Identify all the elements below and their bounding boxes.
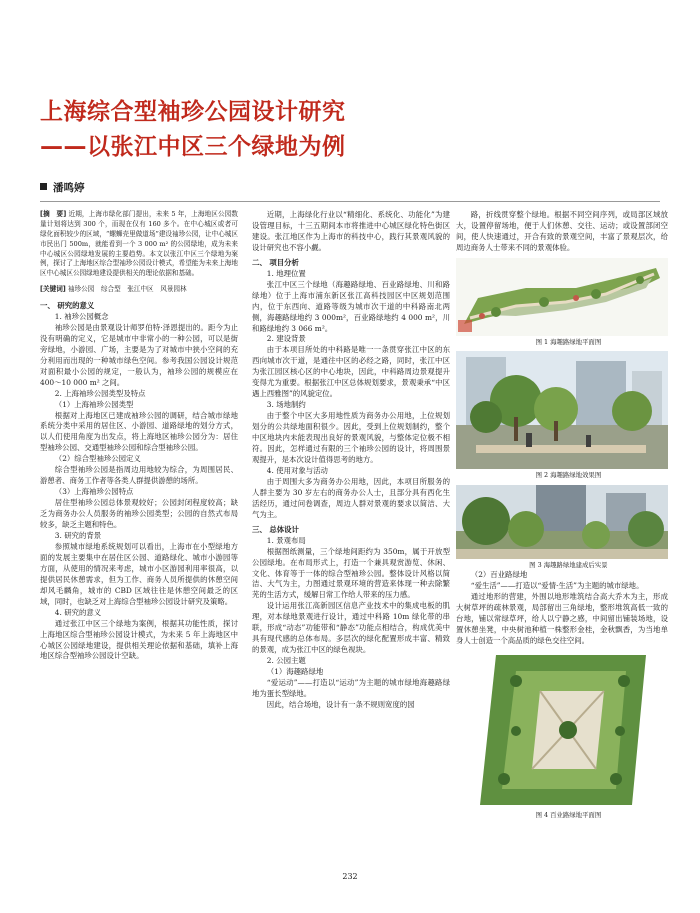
section-heading: 一、 研究的意义 <box>40 300 95 310</box>
paragraph: 因此，结合场地，设计有一条不规则宽度的园 <box>266 699 415 709</box>
keywords <box>40 285 238 295</box>
abstract-label: [摘 要] <box>40 210 67 218</box>
paragraph: 袖珍公园是由景观设计师罗伯特·泽恩提出的。距今为止没有明确的定义，它是城市中非常小的一种公园，可以是街旁绿地，小游园、广场，主要是为了对城市中狭小空间的充分利用而出现的一种城市绿色空间。参考我国公园设计规范对面积最小公园的规定，一般认为，袖珍公园的规模应在 400～10 000 m² 之间。 <box>40 322 238 387</box>
paragraph: 通过地形的营建，外围以地形堆筑结合高大乔木为主，形成大树草坪的疏林景观，局部留出三角绿地，整形堆筑高低一致的台地，铺以常绿草坪，给人以宁静之感，中间留出铺装场地，设置休憩坐凳，中央树池种植一株整形金桂，金秋飘香，为当地单身人士创造一个高品质的绿色交往空间。 <box>456 592 668 645</box>
paragraph: “爱运动”——打造以“运动”为主题的城市绿地海趣路绿地为蛋长型绿地。 <box>252 678 450 698</box>
paragraph: 由于周围大多为商务办公用地，因此，本项目所服务的人群主要为 30 岁左右的商务办公人士，且部分具有西化生活经历，通过问卷调查，周边人群对景观的要求以简洁、大气为主。 <box>252 476 450 519</box>
figure-3-photo <box>456 485 668 559</box>
subsection-heading: 1. 景观布局 <box>266 535 306 545</box>
subsection-heading: （2）百业路绿地 <box>470 570 528 580</box>
subsection-heading: 2. 上海袖珍公园类型及特点 <box>54 388 146 398</box>
paragraph: 设计运用张江高新园区信息产业技术中的集成电板的肌理，对本绿地景观进行设计，通过中科路 10m 绿化带的串联，形成“动态”功能带和“静态”功能点相结合，构成优美中具有现代感的总体布局。多层次的绿化配置形成丰富、精致的景观，成为张江中区的绿色视块。 <box>252 601 450 655</box>
paragraph: 张江中区三个绿地（海趣路绿地、百业路绿地、川和路绿地）位于上海市浦东新区张江高科技园区中区规划范围内，位于东西向、道路等级为城市次干道的中科路南北两侧，海趣路绿地约 3 000m²，百业路绿地约 4 000 m²，川和路绿地约 3 066 m²。 <box>252 279 450 333</box>
subsection-heading: 1. 地理位置 <box>266 268 306 278</box>
header-divider <box>40 201 660 202</box>
abstract-text: 近期，上海市绿化部门提出，未来 5 年，上海地区公园数量计划将达到 300 个，而现在仅有 160 多个。在中心城区或者可绿化面积较少的区域，“螺蛳壳里做道场”建设袖珍公园，让中心城区市民出门 500m，就能看到一个 3 000 m² 的公园绿地，成为未来中心城区公园绿地发展的主要趋势。本文以张江中区三个绿地为案例，探讨了上海地区综合型袖珍公园设计模式，希望能为未来上海地区中心城区公园绿地建设提供相关的理论依据和基础。 <box>40 210 239 278</box>
paragraph: 综合型袖珍公园是指周边用地较为综合，为周围居民、游憩者、商务工作者等各类人群提供游憩的场所。 <box>40 465 238 486</box>
page-number: 232 <box>342 872 358 881</box>
figure-4-site-plan <box>456 651 668 809</box>
square-bullet-icon <box>40 183 47 190</box>
paragraph: 由于本项目所处的中科路是唯一一条贯穿张江中区的东西向城市次干道，是通往中区的必经之路，同时，张江中区为张江园区核心区的中心地块，因此，中科路周边景观提升变得尤为重要。根据张江中区总体规划要求，景观秉承“中区遇上西雅图”的风貌定位。 <box>252 345 450 399</box>
column-1 <box>40 210 238 662</box>
paper-title-line-1: 上海综合型袖珍公园设计研究 <box>40 99 346 125</box>
paragraph: 由于整个中区大多用地性质为商务办公用地，上位规划划分的公共绿地面积很少。因此，受到上位规划制约，整个中区地块内未能表现出良好的景观风貌，与整体定位极不相符。因此，怎样通过有限的三个袖珍公园的设计，将周围景观提升，是本次设计值得思考的地方。 <box>252 411 450 464</box>
figure-2-rendering <box>456 351 668 469</box>
site-plan-image <box>456 258 668 336</box>
paragraph: 路，折线贯穿整个绿地。根据不同空间序列，或局部区域放大，设置停留场地，便于人们休憩、交往、运动；或设置部闭空间，使人快速通过，开合有致的景观空间，丰富了景观层次，给周边商务人士带来不同的景观体验。 <box>456 210 668 252</box>
section-heading: 二、 项目分析 <box>252 257 299 267</box>
figure-4-caption: 图 4 百业路绿地平面图 <box>535 810 602 819</box>
site-plan-image <box>456 651 668 809</box>
subsection-heading: （2）综合型袖珍公园定义 <box>54 454 141 464</box>
subsection-heading: （1）海趣路绿地 <box>266 667 324 677</box>
author-name: 潘鸣婷 <box>53 182 85 194</box>
keywords-label: [关键词] <box>40 285 66 294</box>
paragraph: 居住型袖珍公园总体景观较好；公园封闭程度较高；缺乏为商务办公人员服务的袖珍公园类型；公园的自然式布局较多，缺乏主题和特色。 <box>40 498 238 530</box>
paragraph: 通过张江中区三个绿地为案例，根据其功能性质，探讨上海地区综合型袖珍公园设计模式，为未来 5 年上海地区中心城区公园绿地建设，提供相关理论依据和基础，填补上海地区综合型袖珍公园设计空缺。 <box>40 618 238 661</box>
figure-3-caption: 图 3 海趣路绿地建成后实景 <box>529 560 608 569</box>
rendering-image <box>456 351 668 469</box>
subsection-heading: 4. 研究的意义 <box>54 607 102 617</box>
subsection-heading: 2. 建设背景 <box>266 334 306 344</box>
keywords-text: 袖珍公园 综合型 张江中区 风景园林 <box>67 285 187 294</box>
subsection-heading: 3. 研究的背景 <box>54 531 102 540</box>
paragraph: 根据对上海地区已建成袖珍公园的调研，结合城市绿地系统分类中采用的居住区、小游园、道路绿地的划分方式，以人们使用角度为出发点，将上海地区袖珍公园分为：居住型袖珍公园、交通型袖珍公园和综合型袖珍公园。 <box>40 410 238 453</box>
section-heading: 三、 总体设计 <box>252 524 299 534</box>
subsection-heading: （3）上海袖珍公园特点 <box>54 487 134 497</box>
paper-title-line-2: ——以张江中区三个绿地为例 <box>40 134 346 160</box>
abstract <box>40 210 238 279</box>
column-3 <box>456 210 668 820</box>
subsection-heading: 3. 场地制约 <box>266 400 306 410</box>
figure-2-caption: 图 2 海趣路绿地效果图 <box>535 471 602 480</box>
figure-1-site-plan <box>456 258 668 336</box>
paragraph: 根据图纸测量，三个绿地间距约为 350m，属于开放型公园绿地。在布局形式上，打造一个兼具观赏游览、休闲、文化、体育等于一体的综合型袖珍公园。整体设计风格以简洁、大气为主，力图通过景观环境的营造来体现一种去除繁芜的生活方式，缓解日常工作给人带来的压力感。 <box>252 546 450 600</box>
subsection-heading: 2. 公园主题 <box>266 656 306 666</box>
subsection-heading: 4. 使用对象与活动 <box>266 465 328 475</box>
paragraph: 参照城市绿地系统规划可以看出，上海市在小型绿地方面的发展主要集中在居住区公园、道路绿化、城市小游园等方面，从使用的情况来考虑，城市小区游园利用率很高，以提供居民休憩需求，但为工作、商务人员所提供的休憩空间却风毛麟角，城市的 CBD 区域往往是休憩空间最乏的区域，同时，也缺乏对上海综合型袖珍公园设计研究及策略。 <box>40 541 238 606</box>
photo-image <box>456 485 668 559</box>
figure-1-caption: 图 1 海趣路绿地平面图 <box>535 337 602 346</box>
paragraph: “爱生活”——打造以“爱情·生活”为主题的城市绿地。 <box>470 581 644 591</box>
paragraph: 近期，上海绿化行业以“精细化、系统化、功能化”为建设管理目标，十三五期间本市将推进中心城区绿化特色街区建设。张江地区作为上海市的科技中心，践行其景观风貌的设计研究也不容小觑。 <box>252 210 450 252</box>
column-2 <box>252 210 450 711</box>
subsection-heading: （1）上海袖珍公园类型 <box>54 399 134 409</box>
subsection-heading: 1. 袖珍公园概念 <box>54 311 109 321</box>
author-line <box>40 180 85 195</box>
